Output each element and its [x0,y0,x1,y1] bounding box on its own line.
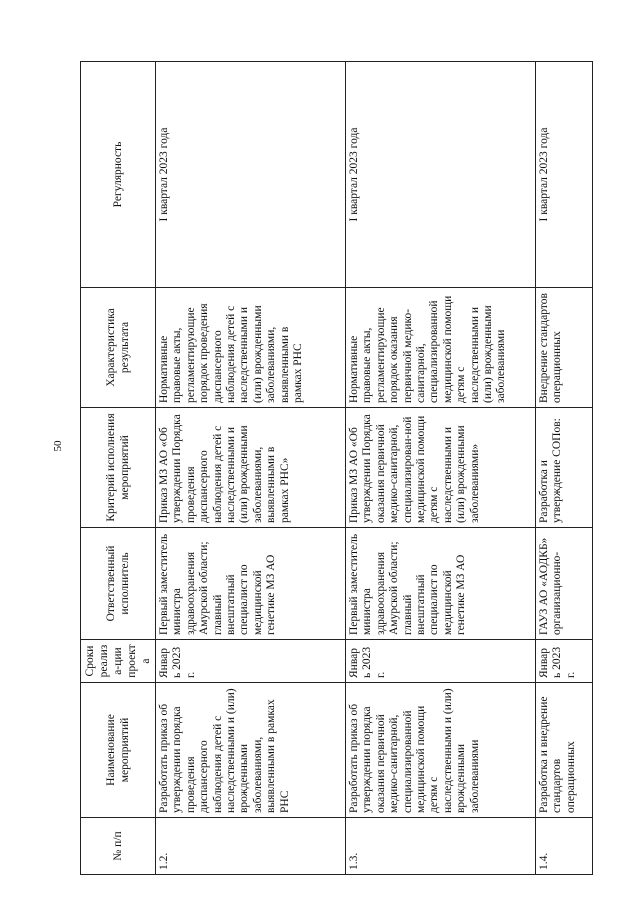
header-regularity: Регулярность [81,62,156,288]
row-number: 1.3. [346,818,536,875]
row-criterion: Приказ МЗ АО «Об утверждении Порядка оказания первичной медико-санитарной, специализирован-ной медицинской помощи детям с наследственными и (или) врожденными заболеваниями» [346,408,536,528]
row-responsible: ГАУЗ АО «АОДКБ» организационно- [536,528,593,640]
header-name: Наименование мероприятий [81,683,156,818]
row-criterion: Разработка и утверждение СОПов: [536,408,593,528]
row-term: Январь 2023 г. [156,640,346,683]
row-result: Нормативные правовые акты, регламентирующие порядок оказания первичной медико-санитарной, специализированной медицинской помощи детям с наследственными и (или) врожденными заболеваниями [346,288,536,408]
row-name: Разработать приказ об утверждении порядка оказания первичной медико-санитарной, специализированной медицинской помощи детям с наследственными и (или) врожденными заболеваниями [346,683,536,818]
row-term: Январь 2023 г. [346,640,536,683]
row-regularity: I квартал 2023 года [536,62,593,288]
row-regularity: I квартал 2023 года [346,62,536,288]
row-name: Разработать приказ об утверждении порядка проведения диспансерного наблюдения детей с наследственными и (или) врожденными заболеваниями, выявленными в рамках РНС [156,683,346,818]
table-row [536,62,593,875]
activities-table [80,61,593,875]
header-criterion: Критерий исполнения мероприятий [81,408,156,528]
row-number: 1.4. [536,818,593,875]
header-result: Характеристика результата [81,288,156,408]
header-responsible: Ответственный исполнитель [81,528,156,640]
row-name: Разработка и внедрение стандартов операционных [536,683,593,818]
table-row [346,62,536,875]
row-responsible: Первый заместитель министра здравоохранения Амурской области; главный внештатный специалист по медицинской генетике МЗ АО [156,528,346,640]
row-term: Январь 2023 г. [536,640,593,683]
table-header-row [81,62,156,875]
row-result: Нормативные правовые акты, регламентирующие порядок проведения диспансерного наблюдения детей с наследственными и (или) врожденными заболеваниями, выявленными в рамках РНС [156,288,346,408]
row-criterion: Приказ МЗ АО «Об утверждении Порядка проведения диспансерного наблюдения детей с наследственными и (или) врожденными заболеваниями, выявленными в рамках РНС» [156,408,346,528]
header-term: Сроки реализа-ции проекта [81,640,156,683]
table-row [156,62,346,875]
page-number: 50 [52,440,64,452]
table-frame [80,62,575,875]
row-responsible: Первый заместитель министра здравоохранения Амурской области; главный внештатный специалист по медицинской генетике МЗ АО [346,528,536,640]
row-regularity: I квартал 2023 года [156,62,346,288]
row-number: 1.2. [156,818,346,875]
header-num: № п/п [81,818,156,875]
rotated-table-container [80,62,575,875]
row-result: Внедрение стандартов операционных [536,288,593,408]
